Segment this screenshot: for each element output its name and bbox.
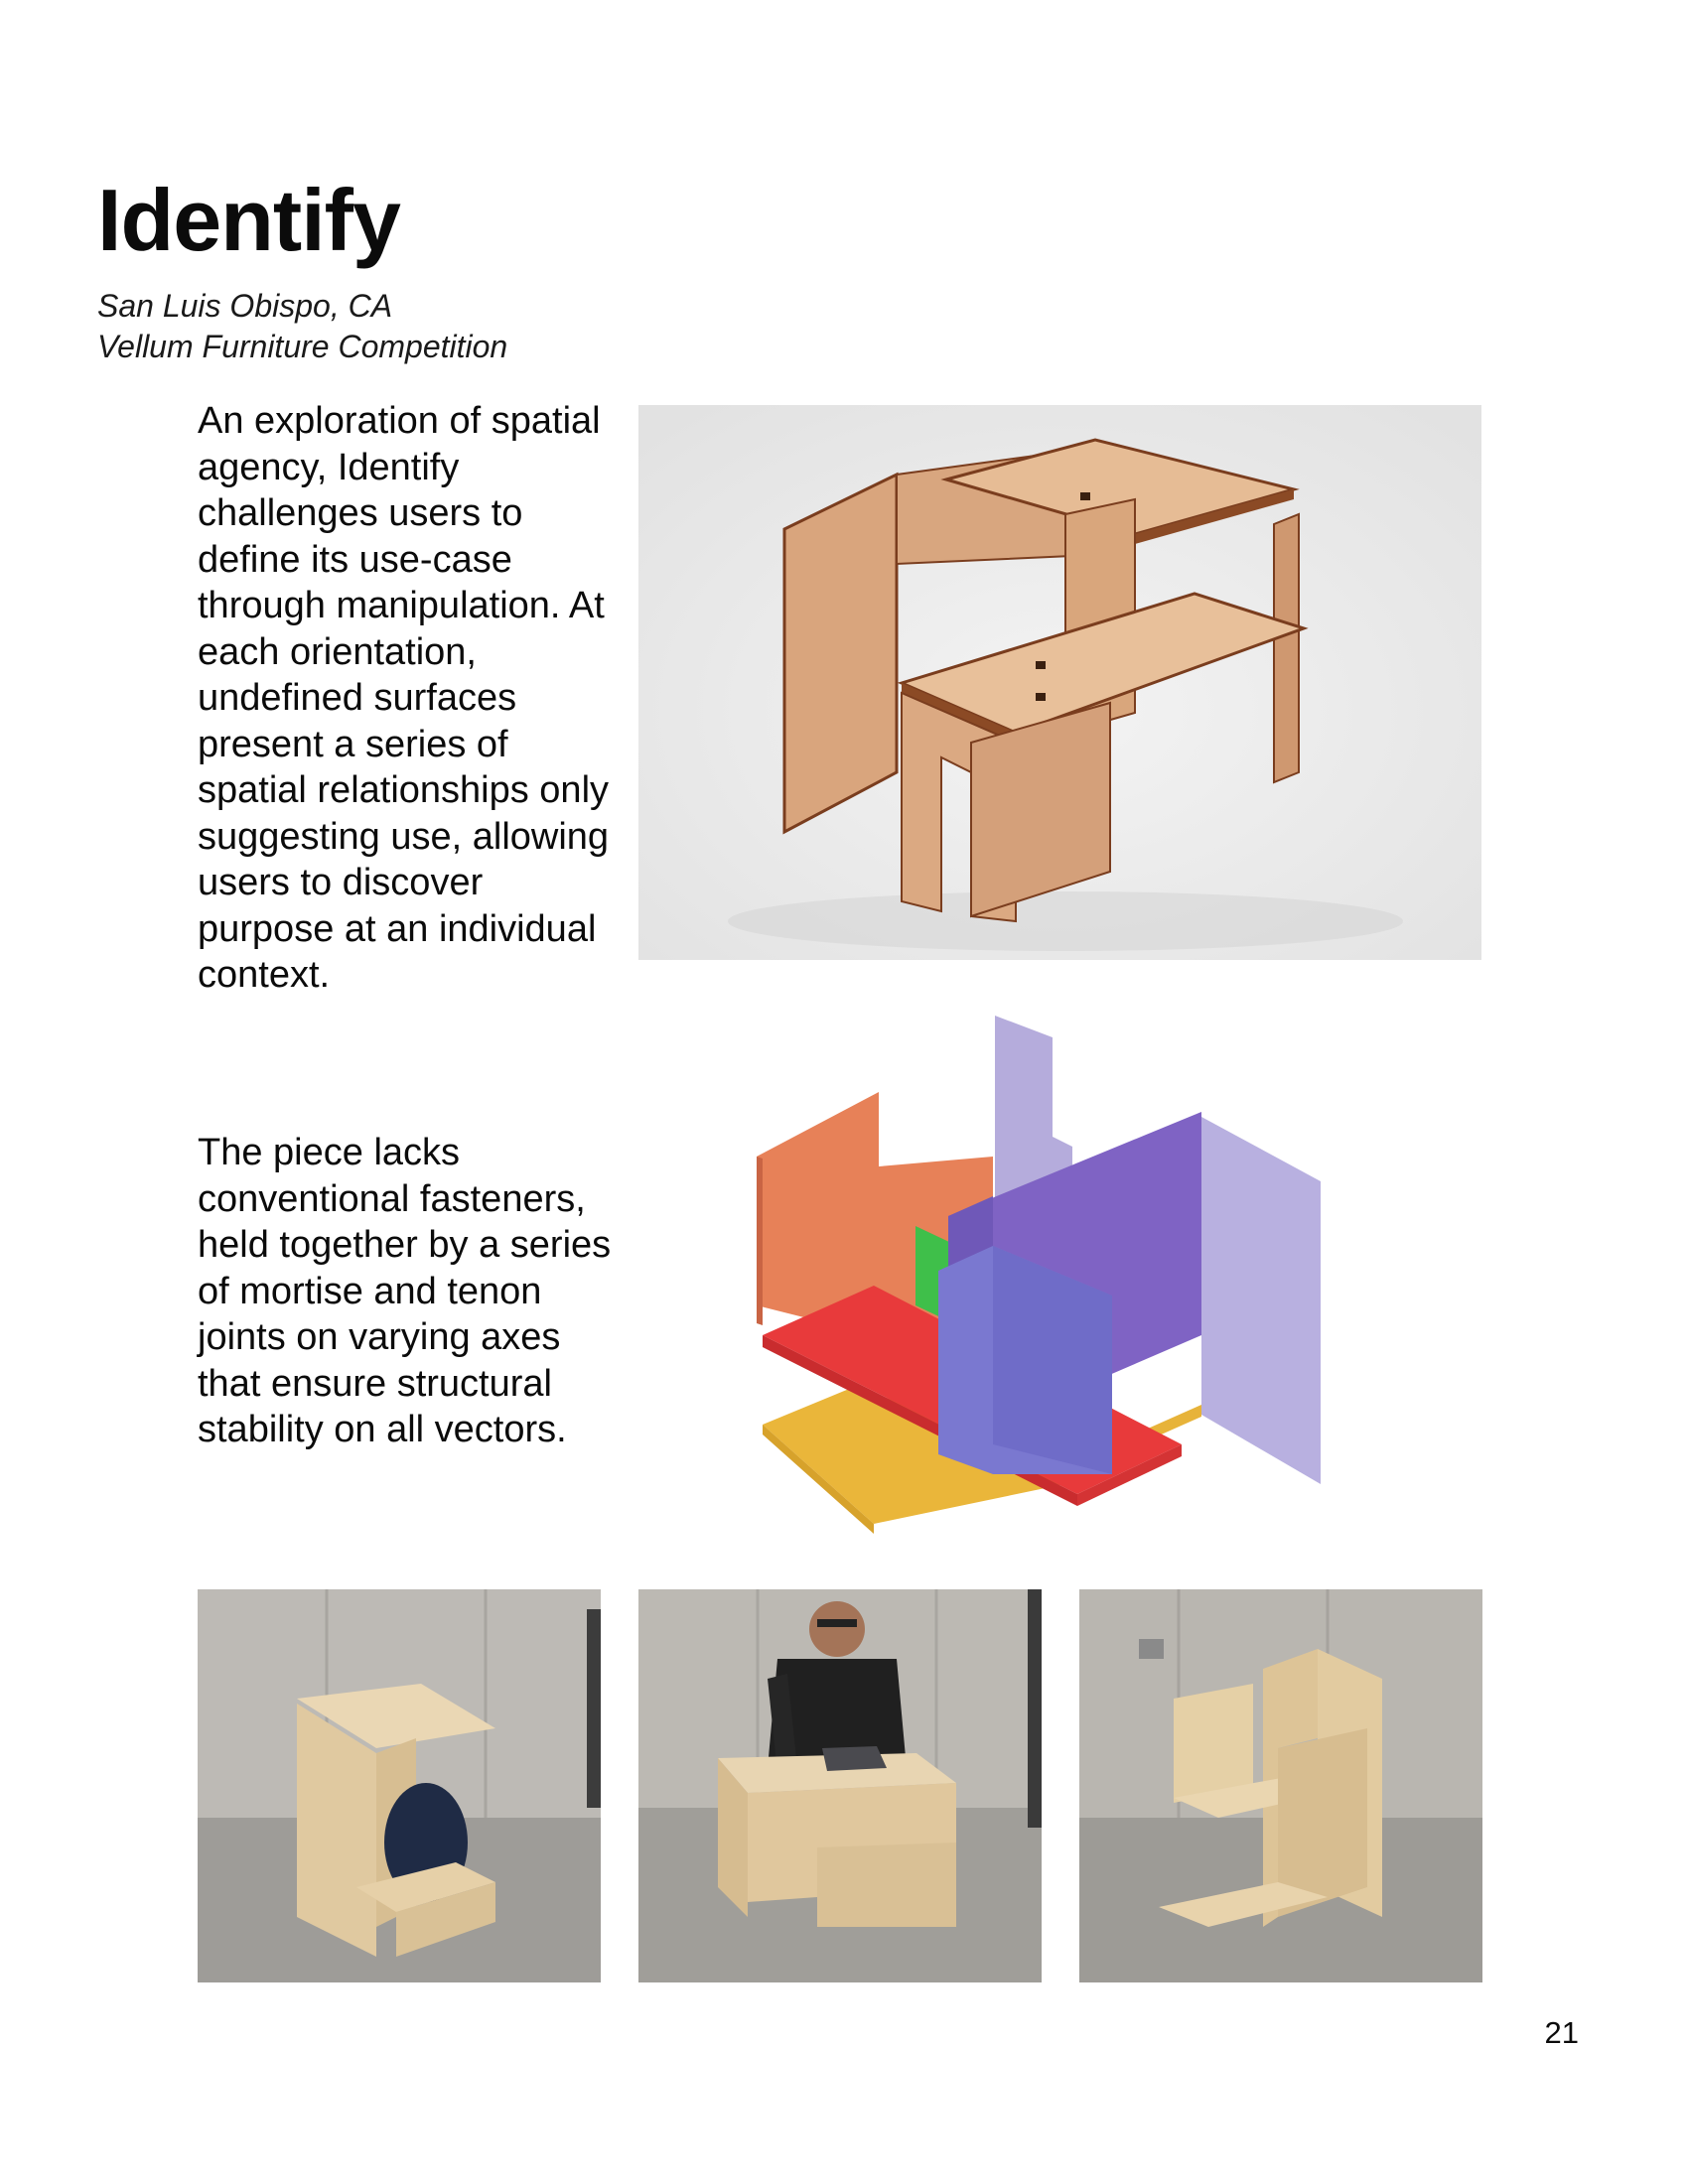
project-competition: Vellum Furniture Competition: [97, 329, 508, 364]
photo-chair-orientation: [1079, 1589, 1482, 1982]
photo-person-with-laptop: [638, 1589, 1042, 1982]
page-number: 21: [1544, 2015, 1579, 2050]
photo-desk-with-backpack: [198, 1589, 601, 1982]
page-title: Identify: [97, 171, 400, 269]
project-location: San Luis Obispo, CA: [97, 288, 393, 324]
description-paragraph: An exploration of spatial agency, Identify challenges users to define its use-case through manipulation. At each orientation, undefined surfaces present a series of spatial relationships only suggesting use, allowing users to discover purpose at an individual context.: [198, 400, 610, 996]
construction-paragraph: The piece lacks conventional fasteners, held together by a series of mortise and tenon joints on varying axes that ensure structural stability on all vectors.: [198, 1132, 612, 1450]
axonometric-diagram: [745, 1008, 1321, 1544]
model-photo: [638, 405, 1481, 960]
